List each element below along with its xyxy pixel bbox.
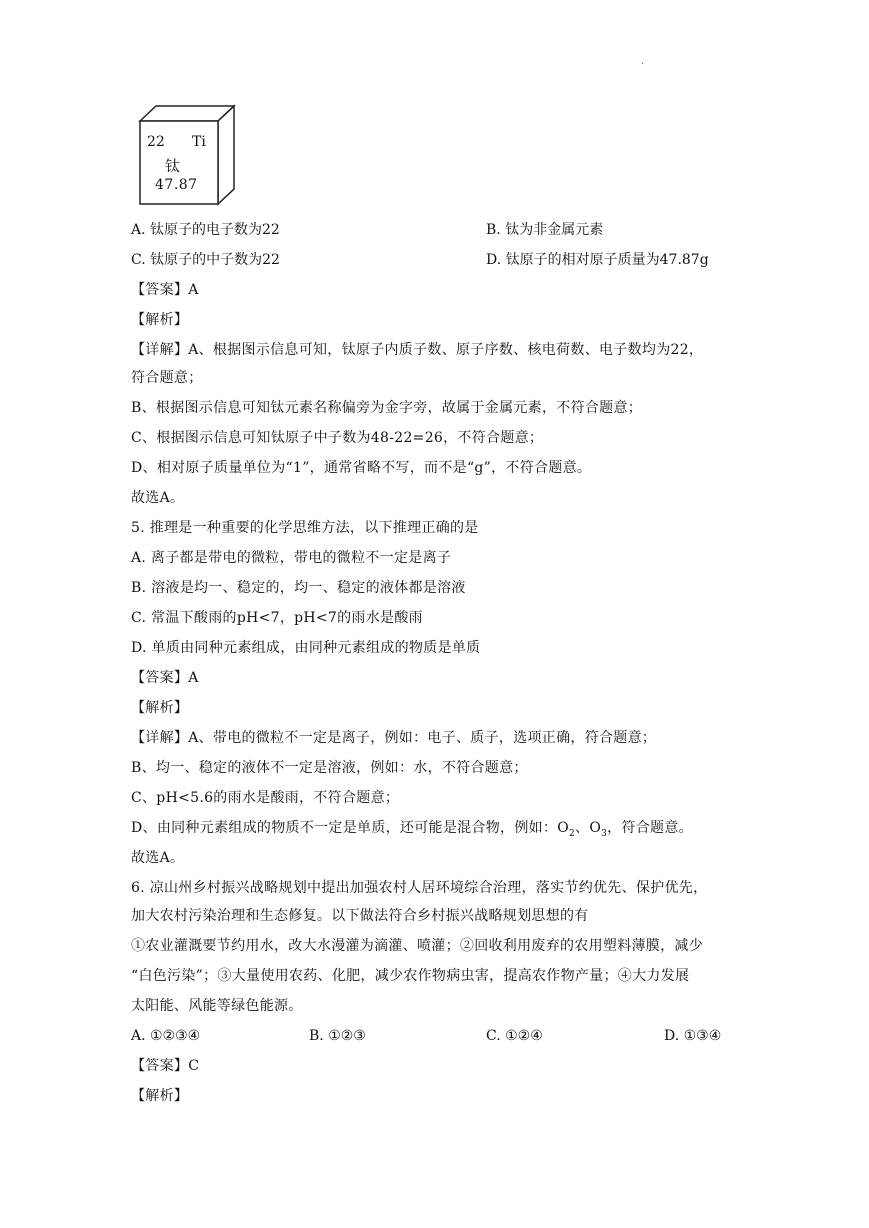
q6-option-b: B. ①②③	[309, 1028, 366, 1044]
q5-stem: 5. 推理是一种重要的化学思维方法，以下推理正确的是	[131, 520, 479, 536]
q4-detail-line: D、相对原子质量单位为“1”，通常省略不写，而不是“g”，不符合题意。	[131, 460, 592, 476]
q6-stem-line: “白色污染”；③大量使用农药、化肥，减少农作物病虫害，提高农作物产量；④大力发展	[131, 968, 690, 984]
q4-detail-line: 【详解】A、根据图示信息可知，钛原子内质子数、原子序数、核电荷数、电子数均为22，	[131, 342, 704, 358]
q4-detail-line: C、根据图示信息可知钛原子中子数为48-22=26，不符合题意；	[131, 430, 544, 446]
q5-option-c: C. 常温下酸雨的pH<7，pH<7的雨水是酸雨	[131, 610, 423, 626]
element-name: 钛	[165, 157, 181, 175]
q4-option-a: A. 钛原子的电子数为22	[131, 222, 280, 238]
header-dot: .	[641, 56, 645, 67]
q5-analysis-label: 【解析】	[131, 700, 189, 716]
q6-stem-line: 加大农村污染治理和生态修复。以下做法符合乡村振兴战略规划思想的有	[131, 908, 589, 924]
q4-detail-line: B、根据图示信息可知钛元素名称偏旁为金字旁，故属于金属元素，不符合题意；	[131, 400, 643, 416]
q5-option-d: D. 单质由同种元素组成，由同种元素组成的物质是单质	[131, 640, 481, 656]
q5-answer: 【答案】A	[131, 670, 199, 686]
q4-conclusion: 故选A。	[131, 490, 185, 506]
q5-detail-text: ，符合题意。	[607, 820, 693, 836]
q4-option-c: C. 钛原子的中子数为22	[131, 252, 280, 268]
q5-detail-line: B、均一、稳定的液体不一定是溶液，例如：水，不符合题意；	[131, 760, 528, 776]
q4-option-d: D. 钛原子的相对原子质量为47.87g	[486, 252, 709, 268]
q5-conclusion: 故选A。	[131, 850, 185, 866]
q4-answer: 【答案】A	[131, 282, 199, 298]
subscript: 2	[569, 828, 576, 839]
q5-detail-text: D、由同种元素组成的物质不一定是单质，还可能是混合物，例如：O	[131, 820, 569, 836]
q5-detail-line: C、pH<5.6的雨水是酸雨，不符合题意；	[131, 790, 400, 806]
atomic-number: 22	[147, 134, 165, 150]
q5-detail-line: 【详解】A、带电的微粒不一定是离子，例如：电子、质子，选项正确，符合题意；	[131, 730, 657, 746]
q6-stem-line: 6. 凉山州乡村振兴战略规划中提出加强农村人居环境综合治理，落实节约优先、保护优先，	[131, 880, 708, 896]
q4-option-b: B. 钛为非金属元素	[486, 222, 604, 238]
atomic-mass: 47.87	[155, 177, 198, 193]
q6-stem-line: 太阳能、风能等绿色能源。	[131, 998, 303, 1014]
q6-analysis-label: 【解析】	[131, 1088, 189, 1104]
q6-option-a: A. ①②③④	[131, 1028, 201, 1044]
q6-option-c: C. ①②④	[486, 1028, 543, 1044]
q6-stem-line: ①农业灌溉要节约用水，改大水漫灌为滴灌、喷灌；②回收利用废弃的农用塑料薄膜，减少	[131, 938, 703, 954]
q5-detail-text: 、O	[575, 820, 602, 836]
q5-option-b: B. 溶液是均一、稳定的，均一、稳定的液体都是溶液	[131, 580, 466, 596]
q5-detail-line	[131, 818, 693, 844]
q6-option-d: D. ①③④	[664, 1028, 722, 1044]
q6-answer: 【答案】C	[131, 1058, 200, 1074]
q4-detail-line: 符合题意；	[131, 370, 203, 386]
titanium-element-card	[138, 103, 242, 207]
subscript: 3	[601, 828, 608, 839]
element-symbol: Ti	[192, 134, 206, 150]
q4-analysis-label: 【解析】	[131, 312, 189, 328]
q5-option-a: A. 离子都是带电的微粒，带电的微粒不一定是离子	[131, 550, 452, 566]
